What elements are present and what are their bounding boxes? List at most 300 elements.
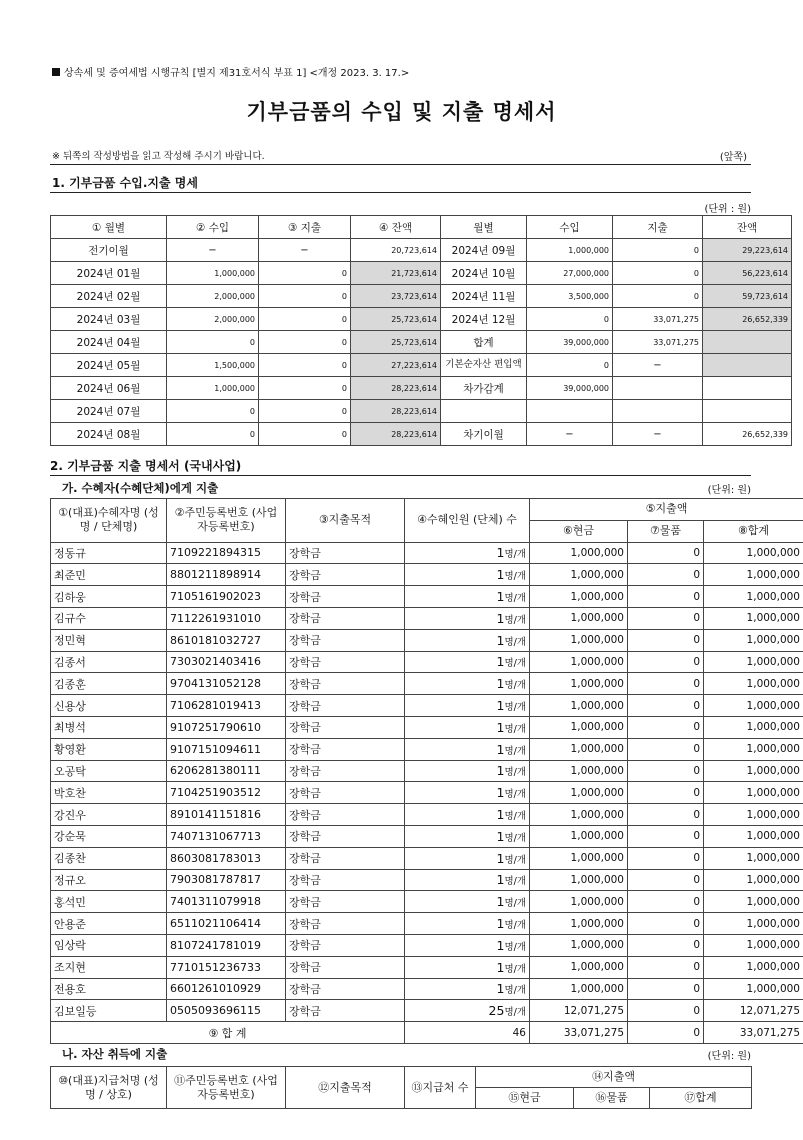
- count-unit: 명/개: [504, 876, 526, 888]
- goods-cell: 0: [628, 782, 704, 804]
- col-header: 지출: [613, 216, 703, 239]
- table-row: [51, 354, 792, 377]
- total-cell: 1,000,000: [704, 651, 803, 673]
- purpose-cell: 장학금: [286, 542, 405, 564]
- section1-unit: (단위 : 원): [704, 204, 751, 215]
- month-cell: 2024년 03월: [51, 308, 167, 331]
- count-cell: [405, 542, 530, 564]
- income-cell: 1,000,000: [167, 262, 259, 285]
- table-row: [51, 607, 803, 629]
- count-cell: [405, 716, 530, 738]
- id-number-cell: 9107251790610: [167, 716, 286, 738]
- month-cell: 2024년 06월: [51, 377, 167, 400]
- id-number-cell: 7106281019413: [167, 695, 286, 717]
- recipient-name-cell: 정민혁: [51, 629, 167, 651]
- purpose-cell: 장학금: [286, 629, 405, 651]
- table-row: [51, 760, 803, 782]
- col-header: 수입: [527, 216, 613, 239]
- id-number-cell: 6206281380111: [167, 760, 286, 782]
- total-cell: 1,000,000: [704, 629, 803, 651]
- id-number-cell: 7303021403416: [167, 651, 286, 673]
- id-number-cell: 8610181032727: [167, 629, 286, 651]
- square-bullet-icon: [52, 68, 60, 76]
- income-cell: −: [167, 239, 259, 262]
- recipient-name-cell: 정동규: [51, 542, 167, 564]
- cash-cell: 1,000,000: [530, 869, 628, 891]
- total-cell: 1,000,000: [704, 564, 803, 586]
- page-side-label: (앞쪽): [719, 152, 747, 163]
- id-number-cell: 7401311079918: [167, 891, 286, 913]
- table-row: [51, 956, 803, 978]
- count-cell: [405, 673, 530, 695]
- cash-cell: 1,000,000: [530, 847, 628, 869]
- count-value: 1: [496, 676, 505, 692]
- expense-cell: 0: [613, 285, 703, 308]
- table-header-row: [51, 216, 792, 239]
- id-number-cell: 7407131067713: [167, 825, 286, 847]
- recipient-name-cell: 김종찬: [51, 847, 167, 869]
- cash-cell: 1,000,000: [530, 673, 628, 695]
- cash-cell: 1,000,000: [530, 629, 628, 651]
- total-cell: 1,000,000: [704, 891, 803, 913]
- total-cell: 12,071,275: [704, 1000, 803, 1022]
- goods-cell: 0: [628, 716, 704, 738]
- count-cell: [405, 956, 530, 978]
- col-header-amount: ⑭지출액: [476, 1067, 752, 1088]
- cash-cell: 1,000,000: [530, 804, 628, 826]
- purpose-cell: 장학금: [286, 804, 405, 826]
- col-header-cash: ⑥현금: [530, 520, 628, 542]
- id-number-cell: 7710151236733: [167, 956, 286, 978]
- balance-cell: [703, 400, 792, 423]
- count-value: 1: [496, 545, 505, 561]
- count-cell: [405, 629, 530, 651]
- table-row: [51, 716, 803, 738]
- goods-cell: 0: [628, 913, 704, 935]
- col-header-id-number: ⑪주민등록번호 (사업자등록번호): [167, 1067, 286, 1109]
- instruction-note: ※ 뒤쪽의 작성방법을 읽고 작성해 주시기 바랍니다.: [52, 151, 265, 162]
- purpose-cell: 장학금: [286, 564, 405, 586]
- col-header: 월별: [441, 216, 527, 239]
- count-value: 1: [496, 872, 505, 888]
- section1-title: 1. 기부금품 수입.지출 명세: [52, 176, 198, 190]
- balance-cell: 25,723,614: [351, 331, 441, 354]
- count-cell: [405, 1000, 530, 1022]
- month-cell: 차가감계: [441, 377, 527, 400]
- income-cell: [527, 400, 613, 423]
- table-row: [51, 331, 792, 354]
- col-header: 잔액: [703, 216, 792, 239]
- month-cell: 전기이월: [51, 239, 167, 262]
- table-row: [51, 782, 803, 804]
- income-cell: 0: [167, 400, 259, 423]
- table-row: [51, 586, 803, 608]
- cash-cell: 1,000,000: [530, 913, 628, 935]
- goods-cell: 0: [628, 607, 704, 629]
- balance-cell: 26,652,339: [703, 308, 792, 331]
- count-value: 1: [496, 632, 505, 648]
- table-row: [51, 804, 803, 826]
- purpose-cell: 장학금: [286, 825, 405, 847]
- count-cell: [405, 825, 530, 847]
- goods-cell: 0: [628, 1000, 704, 1022]
- count-unit: 명/개: [504, 767, 526, 779]
- count-value: 1: [496, 741, 505, 757]
- cash-cell: 12,071,275: [530, 1000, 628, 1022]
- total-goods: 0: [628, 1022, 704, 1044]
- cash-cell: 1,000,000: [530, 542, 628, 564]
- id-number-cell: 7105161902023: [167, 586, 286, 608]
- count-value: 1: [496, 807, 505, 823]
- expense-cell: 0: [259, 377, 351, 400]
- count-value: 1: [496, 916, 505, 932]
- count-unit: 명/개: [504, 1007, 526, 1019]
- count-cell: [405, 738, 530, 760]
- expense-cell: 0: [259, 423, 351, 446]
- total-cell: 1,000,000: [704, 847, 803, 869]
- id-number-cell: 9704131052128: [167, 673, 286, 695]
- expense-cell: −: [613, 354, 703, 377]
- col-header-payee: ⑩(대표)지급처명 (성명 / 상호): [51, 1067, 167, 1109]
- table-row: [51, 695, 803, 717]
- count-unit: 명/개: [504, 680, 526, 692]
- id-number-cell: 8603081783013: [167, 847, 286, 869]
- balance-cell: 23,723,614: [351, 285, 441, 308]
- income-cell: 0: [167, 423, 259, 446]
- purpose-cell: 장학금: [286, 738, 405, 760]
- col-header-recipient: ①(대표)수혜자명 (성명 / 단체명): [51, 499, 167, 543]
- count-value: 1: [496, 785, 505, 801]
- table-row: [51, 423, 792, 446]
- purpose-cell: 장학금: [286, 1000, 405, 1022]
- section3-subtitle: 나. 자산 취득에 지출: [62, 1047, 168, 1061]
- purpose-cell: 장학금: [286, 607, 405, 629]
- balance-cell: 28,223,614: [351, 400, 441, 423]
- income-cell: 2,000,000: [167, 308, 259, 331]
- count-unit: 명/개: [504, 854, 526, 866]
- total-cell: 1,000,000: [704, 607, 803, 629]
- month-cell: 합계: [441, 331, 527, 354]
- count-unit: 명/개: [504, 636, 526, 648]
- col-header-purpose: ⑫지출목적: [286, 1067, 405, 1109]
- count-value: 1: [496, 567, 505, 583]
- expense-cell: 0: [259, 308, 351, 331]
- goods-cell: 0: [628, 869, 704, 891]
- total-cell: 1,000,000: [704, 586, 803, 608]
- cash-cell: 1,000,000: [530, 782, 628, 804]
- balance-cell: 28,223,614: [351, 377, 441, 400]
- col-header-cash: ⑮현금: [476, 1088, 574, 1109]
- count-unit: 명/개: [504, 723, 526, 735]
- count-unit: 명/개: [504, 985, 526, 997]
- count-value: 1: [496, 937, 505, 953]
- balance-cell: 21,723,614: [351, 262, 441, 285]
- total-row: [51, 1022, 803, 1044]
- table-header-row: [51, 499, 803, 521]
- total-cell: 1,000,000: [704, 782, 803, 804]
- count-value: 1: [496, 654, 505, 670]
- purpose-cell: 장학금: [286, 847, 405, 869]
- total-cell: 1,000,000: [704, 804, 803, 826]
- recipient-name-cell: 최준민: [51, 564, 167, 586]
- col-header: ③ 지출: [259, 216, 351, 239]
- count-cell: [405, 760, 530, 782]
- count-unit: 명/개: [504, 745, 526, 757]
- cash-cell: 1,000,000: [530, 695, 628, 717]
- count-value: 1: [496, 894, 505, 910]
- balance-cell: [703, 354, 792, 377]
- expense-cell: [613, 377, 703, 400]
- table-row: [51, 847, 803, 869]
- count-cell: [405, 847, 530, 869]
- purpose-cell: 장학금: [286, 651, 405, 673]
- expense-cell: 33,071,275: [613, 308, 703, 331]
- cash-cell: 1,000,000: [530, 564, 628, 586]
- col-header-purpose: ③지출목적: [286, 499, 405, 543]
- purpose-cell: 장학금: [286, 782, 405, 804]
- count-unit: 명/개: [504, 658, 526, 670]
- count-unit: 명/개: [504, 789, 526, 801]
- recipient-name-cell: 안용준: [51, 913, 167, 935]
- asset-expense-table: [50, 1066, 752, 1109]
- count-cell: [405, 651, 530, 673]
- total-cell: 1,000,000: [704, 673, 803, 695]
- count-cell: [405, 782, 530, 804]
- col-header-id-number: ②주민등록번호 (사업자등록번호): [167, 499, 286, 543]
- count-value: 1: [496, 763, 505, 779]
- income-cell: 3,500,000: [527, 285, 613, 308]
- cash-cell: 1,000,000: [530, 651, 628, 673]
- income-cell: 0: [167, 331, 259, 354]
- divider: [50, 192, 751, 193]
- recipient-name-cell: 전용호: [51, 978, 167, 1000]
- table-row: [51, 308, 792, 331]
- section2-subtitle: 가. 수혜자(수혜단체)에게 지출: [62, 481, 219, 495]
- col-header-count: ⑬지급처 수: [405, 1067, 476, 1109]
- recipient-name-cell: 김종서: [51, 651, 167, 673]
- col-header-total: ⑰합계: [650, 1088, 752, 1109]
- section3-unit: (단위: 원): [707, 1051, 751, 1062]
- count-cell: [405, 891, 530, 913]
- balance-cell: [703, 377, 792, 400]
- count-unit: 명/개: [504, 811, 526, 823]
- income-cell: 27,000,000: [527, 262, 613, 285]
- recipient-name-cell: 김규수: [51, 607, 167, 629]
- table-row: [51, 564, 803, 586]
- goods-cell: 0: [628, 542, 704, 564]
- total-cash: 33,071,275: [530, 1022, 628, 1044]
- divider: [50, 475, 751, 476]
- purpose-cell: 장학금: [286, 673, 405, 695]
- table-row: [51, 651, 803, 673]
- balance-cell: 28,223,614: [351, 423, 441, 446]
- table-row: [51, 400, 792, 423]
- purpose-cell: 장학금: [286, 934, 405, 956]
- count-cell: [405, 978, 530, 1000]
- cash-cell: 1,000,000: [530, 607, 628, 629]
- count-cell: [405, 913, 530, 935]
- count-cell: [405, 564, 530, 586]
- recipient-rows: [51, 542, 803, 1022]
- table-row: [51, 869, 803, 891]
- income-expense-table: [50, 215, 792, 446]
- table-row: [51, 377, 792, 400]
- recipient-name-cell: 김보일등: [51, 1000, 167, 1022]
- expense-cell: 0: [259, 400, 351, 423]
- balance-cell: [703, 331, 792, 354]
- document-title: 기부금품의 수입 및 지출 명세서: [246, 100, 557, 124]
- expense-cell: 0: [259, 285, 351, 308]
- income-cell: 39,000,000: [527, 331, 613, 354]
- total-cell: 1,000,000: [704, 956, 803, 978]
- cash-cell: 1,000,000: [530, 956, 628, 978]
- cash-cell: 1,000,000: [530, 934, 628, 956]
- income-cell: 2,000,000: [167, 285, 259, 308]
- income-cell: 0: [527, 308, 613, 331]
- count-value: 1: [496, 959, 505, 975]
- total-cell: 1,000,000: [704, 738, 803, 760]
- table-row: [51, 738, 803, 760]
- id-number-cell: 7104251903512: [167, 782, 286, 804]
- total-cell: 1,000,000: [704, 913, 803, 935]
- recipient-name-cell: 강진우: [51, 804, 167, 826]
- income-cell: 39,000,000: [527, 377, 613, 400]
- month-cell: 2024년 02월: [51, 285, 167, 308]
- cash-cell: 1,000,000: [530, 586, 628, 608]
- month-cell: 2024년 08월: [51, 423, 167, 446]
- count-cell: [405, 869, 530, 891]
- expense-cell: −: [259, 239, 351, 262]
- table-row: [51, 239, 792, 262]
- table-row: [51, 262, 792, 285]
- total-cell: 1,000,000: [704, 542, 803, 564]
- month-cell: 2024년 11월: [441, 285, 527, 308]
- month-cell: 2024년 05월: [51, 354, 167, 377]
- purpose-cell: 장학금: [286, 586, 405, 608]
- total-cell: 1,000,000: [704, 760, 803, 782]
- month-cell: 2024년 12월: [441, 308, 527, 331]
- total-cell: 1,000,000: [704, 934, 803, 956]
- expense-cell: 0: [613, 239, 703, 262]
- goods-cell: 0: [628, 629, 704, 651]
- cash-cell: 1,000,000: [530, 891, 628, 913]
- id-number-cell: 8910141151816: [167, 804, 286, 826]
- income-cell: −: [527, 423, 613, 446]
- goods-cell: 0: [628, 586, 704, 608]
- purpose-cell: 장학금: [286, 695, 405, 717]
- month-cell: [441, 400, 527, 423]
- goods-cell: 0: [628, 978, 704, 1000]
- total-count: 46: [405, 1022, 530, 1044]
- recipient-name-cell: 최병석: [51, 716, 167, 738]
- goods-cell: 0: [628, 956, 704, 978]
- purpose-cell: 장학금: [286, 891, 405, 913]
- count-unit: 명/개: [504, 898, 526, 910]
- income-cell: 1,000,000: [167, 377, 259, 400]
- col-header-count: ④수혜인원 (단체) 수: [405, 499, 530, 543]
- recipient-name-cell: 조지현: [51, 956, 167, 978]
- count-unit: 명/개: [504, 549, 526, 561]
- total-cell: 1,000,000: [704, 825, 803, 847]
- total-sum: 33,071,275: [704, 1022, 803, 1044]
- table-row: [51, 542, 803, 564]
- id-number-cell: 8107241781019: [167, 934, 286, 956]
- month-cell: 2024년 09월: [441, 239, 527, 262]
- table-row: [51, 978, 803, 1000]
- expense-cell: 0: [259, 262, 351, 285]
- expense-cell: [613, 400, 703, 423]
- recipient-name-cell: 신용상: [51, 695, 167, 717]
- balance-cell: 56,223,614: [703, 262, 792, 285]
- cash-cell: 1,000,000: [530, 738, 628, 760]
- goods-cell: 0: [628, 673, 704, 695]
- goods-cell: 0: [628, 934, 704, 956]
- col-header-total: ⑧합계: [704, 520, 803, 542]
- table-row: [51, 934, 803, 956]
- count-unit: 명/개: [504, 963, 526, 975]
- purpose-cell: 장학금: [286, 913, 405, 935]
- recipient-name-cell: 임상락: [51, 934, 167, 956]
- goods-cell: 0: [628, 695, 704, 717]
- goods-cell: 0: [628, 738, 704, 760]
- balance-cell: 29,223,614: [703, 239, 792, 262]
- table-row: [51, 629, 803, 651]
- cash-cell: 1,000,000: [530, 978, 628, 1000]
- goods-cell: 0: [628, 847, 704, 869]
- count-unit: 명/개: [504, 571, 526, 583]
- count-cell: [405, 695, 530, 717]
- month-cell: 2024년 07월: [51, 400, 167, 423]
- table-row: [51, 825, 803, 847]
- recipient-name-cell: 강순묵: [51, 825, 167, 847]
- total-cell: 1,000,000: [704, 695, 803, 717]
- count-unit: 명/개: [504, 614, 526, 626]
- section2-title: 2. 기부금품 지출 명세서 (국내사업): [50, 459, 242, 473]
- month-cell: 2024년 04월: [51, 331, 167, 354]
- count-cell: [405, 607, 530, 629]
- total-label: ⑨ 합 계: [51, 1022, 405, 1044]
- id-number-cell: 7112261931010: [167, 607, 286, 629]
- table-row: [51, 891, 803, 913]
- expense-cell: 0: [259, 354, 351, 377]
- table-header-row: [51, 1067, 752, 1088]
- count-unit: 명/개: [504, 832, 526, 844]
- id-number-cell: 6601261010929: [167, 978, 286, 1000]
- count-unit: 명/개: [504, 941, 526, 953]
- count-value: 1: [496, 610, 505, 626]
- total-cell: 1,000,000: [704, 869, 803, 891]
- count-cell: [405, 804, 530, 826]
- count-value: 1: [496, 828, 505, 844]
- month-cell: 차기이월: [441, 423, 527, 446]
- balance-cell: 27,223,614: [351, 354, 441, 377]
- id-number-cell: 7109221894315: [167, 542, 286, 564]
- recipient-name-cell: 황영환: [51, 738, 167, 760]
- recipient-expense-table: [50, 498, 803, 1044]
- id-number-cell: 6511021106414: [167, 913, 286, 935]
- col-header: ② 수입: [167, 216, 259, 239]
- balance-cell: 25,723,614: [351, 308, 441, 331]
- col-header: ① 월별: [51, 216, 167, 239]
- purpose-cell: 장학금: [286, 956, 405, 978]
- cash-cell: 1,000,000: [530, 716, 628, 738]
- id-number-cell: 7903081787817: [167, 869, 286, 891]
- expense-cell: 33,071,275: [613, 331, 703, 354]
- recipient-name-cell: 오공탁: [51, 760, 167, 782]
- goods-cell: 0: [628, 564, 704, 586]
- goods-cell: 0: [628, 891, 704, 913]
- expense-cell: 0: [613, 262, 703, 285]
